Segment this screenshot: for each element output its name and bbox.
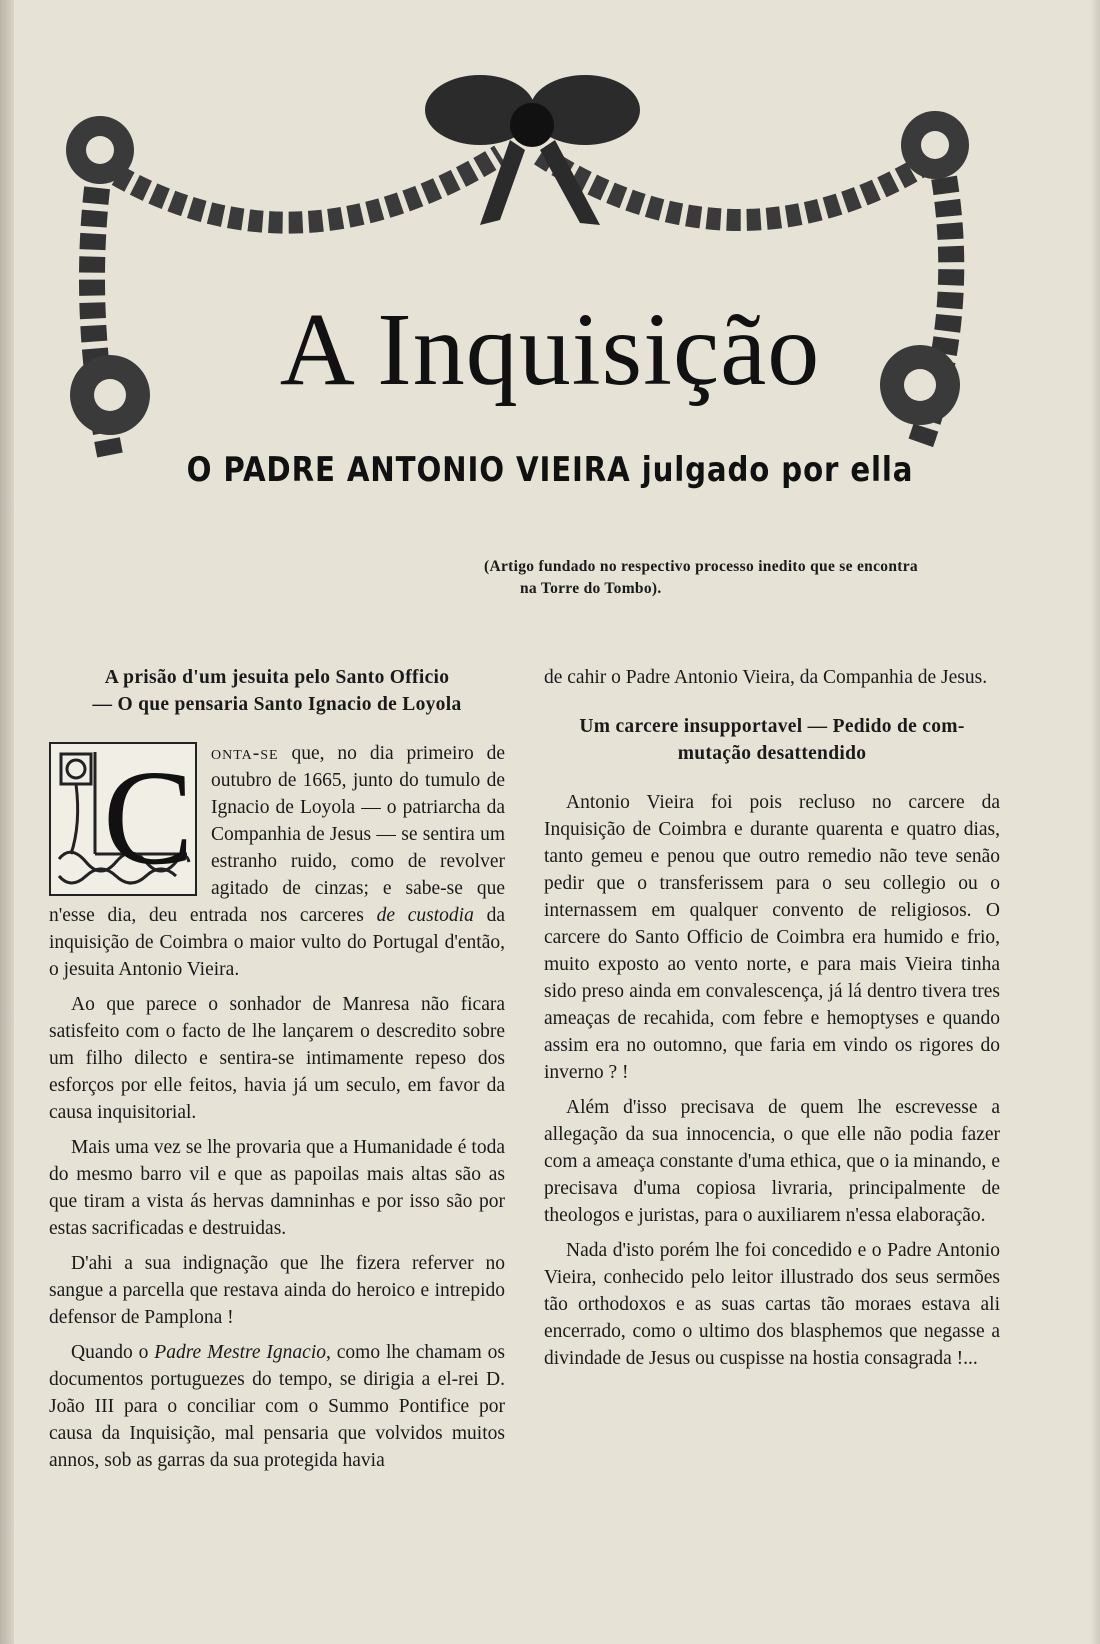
section-heading-right-line1: Um carcere insupportavel — Pedido de com- — [579, 716, 965, 737]
page-title: A Inquisição — [279, 292, 821, 407]
paragraph: Antonio Vieira foi pois recluso no carcere da Inquisição de Coimbra e durante quarenta e quatro dias, tanto gemeu e penou que outro remedio não teve senão pedir que o transferissem para o seu collegio ou o internassem em qualquer convento de religiosos. O carcere do Santo Officio de Coimbra era humido e frio, muito exposto ao vento norte, e para mais Vieira tinha sido preso ainda em convalescença, já lá dentro tivera tres ameaças de recahida, com febre e hemoptyses e quando assim era no outomno, que faria em vindo os rigores do inverno ? ! — [544, 792, 1000, 1083]
source-note-line2: na Torre do Tombo). — [520, 580, 662, 597]
paragraph-text: que, no dia primeiro de outubro de 1665, junto do tumulo de Ignacio de Loyola — o patriarcha da Companhia de Jesus — se sentira um estranho ruido, como de revolver agitado de cinzas; e sabe-se que n'esse dia, deu entrada nos carceres — [49, 743, 505, 926]
paragraph: D'ahi a sua indignação que lhe fizera referver no sangue a parcella que restava ainda do heroico e intrepido defensor de Pamplona ! — [49, 1253, 505, 1328]
paragraph-text: da inquisição de Coimbra o maior vulto do Portugal d'então, o jesuita Antonio Vieira. — [49, 905, 506, 980]
source-note — [484, 556, 1004, 600]
section-heading-left-line2: — O que pensaria Santo Ignacio de Loyola — [92, 694, 462, 715]
floral-garland-icon — [40, 55, 1050, 495]
section-heading-right-line2: mutação desattendido — [677, 743, 867, 764]
section-heading-left-line1: A prisão d'um jesuita pelo Santo Officio — [104, 667, 450, 688]
left-column — [49, 664, 505, 1482]
page-subtitle: O PADRE ANTONIO VIEIRA julgado por ella — [186, 450, 914, 490]
dropcap — [49, 742, 197, 896]
paragraph: Além d'isso precisava de quem lhe escrevesse a allegação da sua innocencia, o que elle não podia fazer com a ameaça constante d'uma ethica, que o ia minando, e precisava d'uma copiosa livraria, principalmente de theologos e juristas, para o auxiliarem n'essa elaboração. — [544, 1097, 1000, 1226]
paragraph: Ao que parece o sonhador de Manresa não ficara satisfeito com o facto de lhe lançarem o descredito sobre um filho dilecto e sentira-se intimamente repeso dos esforços por elle feitos, havia já um seculo, em favor da causa inquisitorial. — [49, 994, 505, 1123]
right-column — [544, 664, 1000, 1380]
paragraph — [49, 1339, 505, 1474]
paragraph: de cahir o Padre Antonio Vieira, da Companhia de Jesus. — [544, 667, 988, 688]
paragraph: Mais uma vez se lhe provaria que a Humanidade é toda do mesmo barro vil e que as papoilas mais altas são as que tiram a vista ás hervas damninhas e por isso são por estas sacrificadas e destruidas. — [49, 1137, 505, 1239]
page-edge-left — [0, 0, 14, 1644]
paragraph: Nada d'isto porém lhe foi concedido e o Padre Antonio Vieira, conhecido pelo leitor illustrado dos seus sermões tão orthodoxos e as suas cartas tão moraes estava ali encerrado, como o ultimo dos blasphemos que negasse a divindade de Jesus ou cuspisse na hostia consagrada !... — [544, 1240, 1000, 1369]
page-edge-right — [1090, 0, 1100, 1644]
section-heading-left — [49, 664, 505, 718]
italic-term: de custodia — [376, 905, 474, 926]
source-note-line1: (Artigo fundado no respectivo processo inedito que se encontra — [484, 558, 918, 575]
paragraph-text: , como lhe chamam os documentos portuguezes do tempo, se dirigia a el-rei D. João III para o conciliar com o Summo Pontifice por causa da Inquisição, mal pensaria que volvidos muitos annos, sob as garras da sua protegida havia — [49, 1342, 505, 1471]
italic-term: Padre Mestre Ignacio — [154, 1342, 326, 1363]
section-heading-right — [544, 713, 1000, 767]
paragraph-opening: onta-se — [211, 743, 279, 764]
paragraph-text: Quando o — [71, 1342, 155, 1363]
dropcap-letter: C — [103, 743, 194, 893]
